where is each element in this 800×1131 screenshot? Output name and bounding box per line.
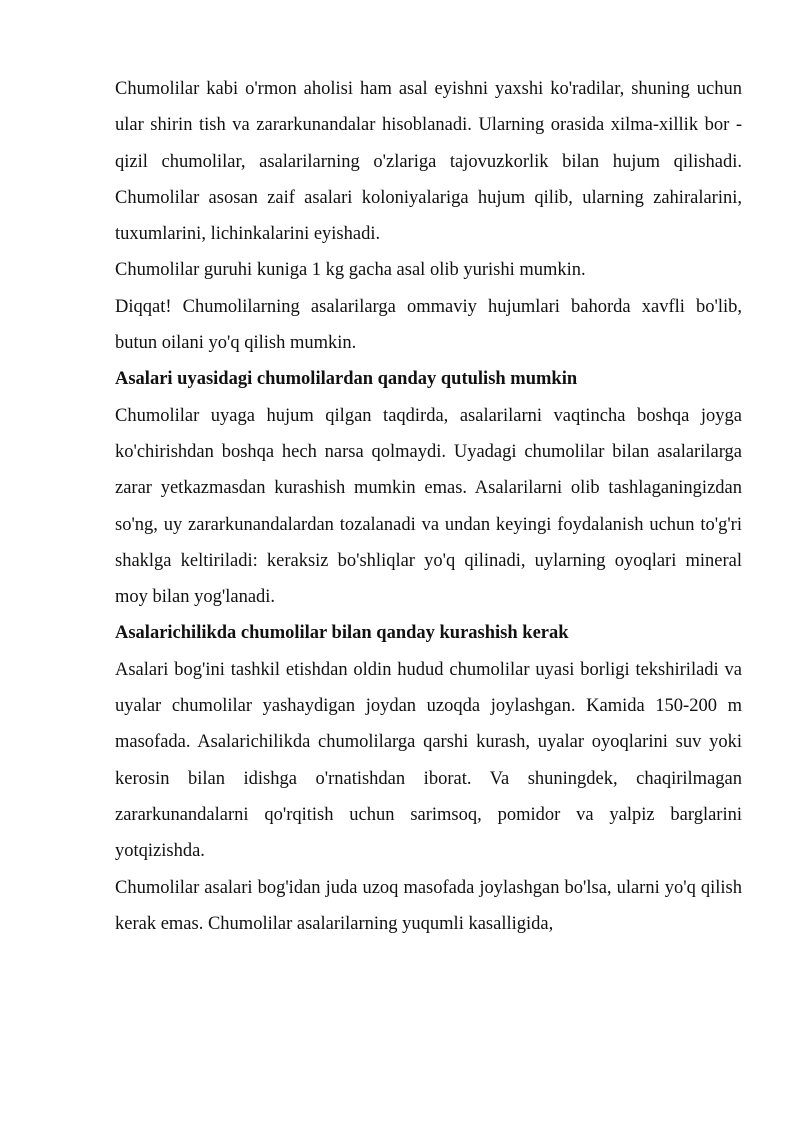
section-heading-apiary: Asalarichilikda chumolilar bilan qanday kurashish kerak <box>115 623 569 644</box>
paragraph-apiary-control: Asalari bog'ini tashkil etishdan oldin hudud chumolilar uyasi borligi tekshiriladi va uyalar chumolilar yashaydigan joydan uzoqda joylashgan. Kamida 150-200 m masofada. Asalarichilikda chumolilarga qarshi kurash, uyalar oyoqlarini suv yoki kerosin bilan idishga o'rnatishdan iborat. Va shuningdek, chaqirilmagan zararkunandalarni qo'rqitish uchun sarimsoq, pomidor va yalpiz barglarini yotqizishda. <box>115 659 742 862</box>
paragraph-distance: Chumolilar asalari bog'idan juda uzoq masofada joylashgan bo'lsa, ularni yo'q qilish kerak emas. Chumolilar asalarilarning yuqumli kasalligida, <box>115 877 742 934</box>
section-heading-hive: Asalari uyasidagi chumolilardan qanday qutulish mumkin <box>115 369 578 390</box>
paragraph-intro: Chumolilar kabi o'rmon aholisi ham asal eyishni yaxshi ko'radilar, shuning uchun ular shirin tish va zararkunandalar hisoblanadi. Ularning orasida xilma-xillik bor - qizil chumolilar, asalarilarning o'zlariga tajovuzkorlik bilan hujum qilishadi. Chumolilar asosan zaif asalari koloniyalariga hujum qilib, ularning zahiralarini, tuxumlarini, lichinkalarini eyishadi. <box>115 79 742 245</box>
paragraph-warning: Diqqat! Chumolilarning asalarilarga ommaviy hujumlari bahorda xavfli bo'lib, butun oilani yo'q qilish mumkin. <box>115 296 742 354</box>
paragraph-honey-amount: Chumolilar guruhi kuniga 1 kg gacha asal olib yurishi mumkin. <box>115 260 586 281</box>
document-page <box>115 71 742 942</box>
paragraph-hive-removal: Chumolilar uyaga hujum qilgan taqdirda, asalarilarni vaqtincha boshqa joyga ko'chirishdan boshqa hech narsa qolmaydi. Uyadagi chumolilar bilan asalarilarga zarar yetkazmasdan kurashish mumkin emas. Asalarilarni olib tashlaganingizdan so'ng, uy zararkunandalardan tozalanadi va undan keyingi foydalanish uchun to'g'ri shaklga keltiriladi: keraksiz bo'shliqlar yo'q qilinadi, uylarning oyoqlari mineral moy bilan yog'lanadi. <box>115 405 742 608</box>
